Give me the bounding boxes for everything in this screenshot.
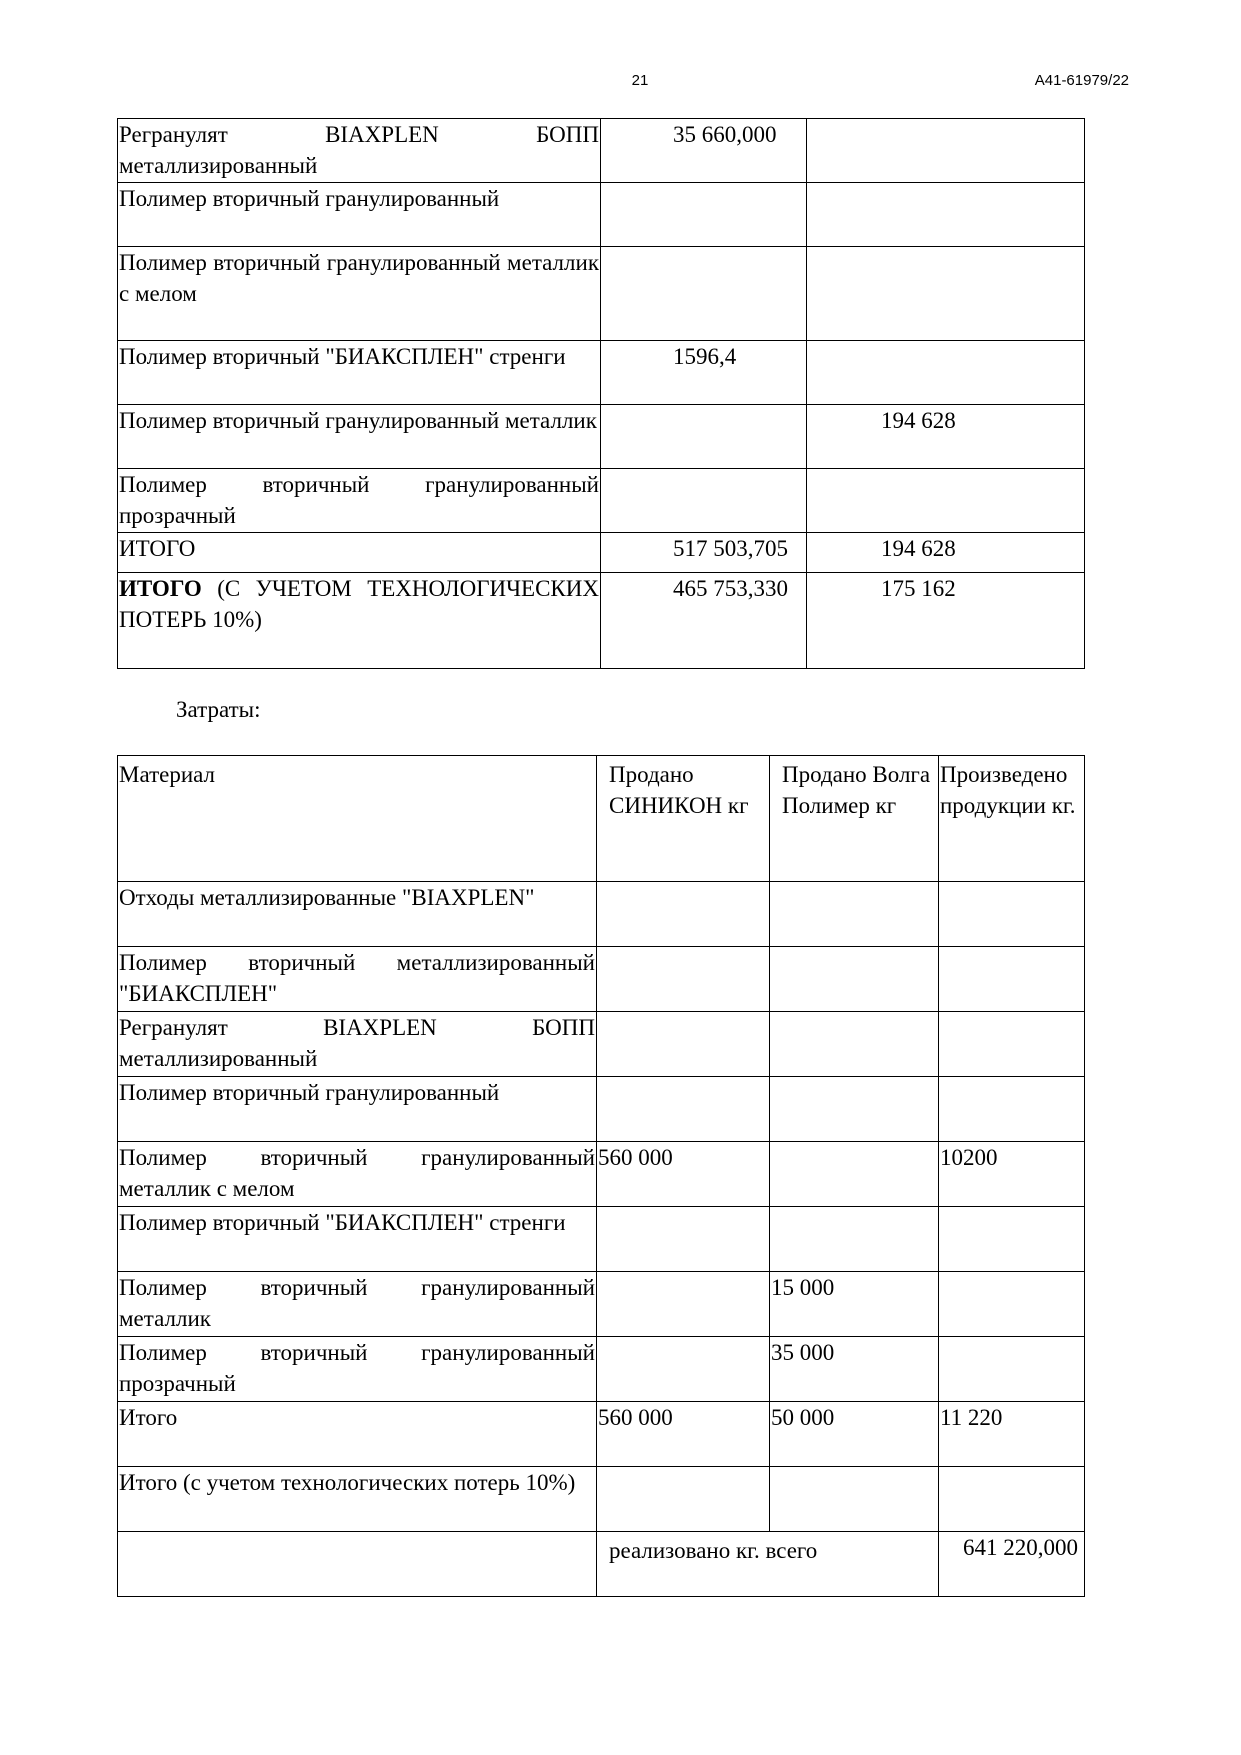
value-cell: 1596,4	[601, 341, 807, 405]
value-cell	[939, 1272, 1085, 1337]
total-label: ИТОГО	[118, 533, 601, 573]
table-row	[118, 1337, 1085, 1402]
value-cell	[939, 1207, 1085, 1272]
table-row	[118, 1402, 1085, 1467]
material-name: Регранулят BIAXPLEN БОПП металлизированный	[118, 1012, 597, 1077]
value-cell	[770, 1012, 939, 1077]
value-cell	[770, 1142, 939, 1207]
value-cell	[597, 1272, 770, 1337]
value-cell	[601, 183, 807, 247]
material-name: Полимер вторичный гранулированный металлик с мелом	[118, 1142, 597, 1207]
value-cell: 10200	[939, 1142, 1085, 1207]
value-cell	[939, 1012, 1085, 1077]
value-cell: 11 220	[939, 1402, 1085, 1467]
material-name: Регранулят BIAXPLEN БОПП металлизированный	[118, 119, 601, 183]
header-row	[118, 756, 1085, 882]
table-row	[118, 1272, 1085, 1337]
value-cell	[597, 1207, 770, 1272]
costs-table	[117, 755, 1085, 1597]
table-row	[118, 341, 1085, 405]
material-name: Полимер вторичный "БИАКСПЛЕН" стренги	[118, 341, 601, 405]
material-name: Полимер вторичный гранулированный прозрачный	[118, 469, 601, 533]
value-cell	[601, 469, 807, 533]
total-with-losses-label	[118, 573, 601, 669]
value-cell	[601, 247, 807, 341]
costs-label: Затраты:	[176, 697, 261, 722]
total-with-losses-row	[118, 573, 1085, 669]
total-label: Итого (с учетом технологических потерь 10%)	[118, 1467, 597, 1532]
table-row	[118, 882, 1085, 947]
value-cell	[770, 1077, 939, 1142]
total-label-rest: (С УЧЕТОМ ТЕХНОЛОГИЧЕСКИХ ПОТЕРЬ 10%)	[119, 576, 599, 632]
material-name: Полимер вторичный гранулированный металлик	[118, 405, 601, 469]
value-cell	[939, 1337, 1085, 1402]
material-name: Отходы металлизированные "BIAXPLEN"	[118, 882, 597, 947]
value-cell: 560 000	[597, 1402, 770, 1467]
value-cell	[939, 1077, 1085, 1142]
value-cell	[807, 119, 1085, 183]
column-header: Продано СИНИКОН кг	[597, 756, 770, 882]
material-name: Полимер вторичный гранулированный	[118, 183, 601, 247]
table-row	[118, 247, 1085, 341]
table-row	[118, 1207, 1085, 1272]
value-cell: 465 753,330	[601, 573, 807, 669]
value-cell	[807, 183, 1085, 247]
footer-row	[118, 1532, 1085, 1597]
table-row	[118, 469, 1085, 533]
material-name: Полимер вторичный "БИАКСПЛЕН" стренги	[118, 1207, 597, 1272]
value-cell	[597, 1077, 770, 1142]
value-cell: 50 000	[770, 1402, 939, 1467]
value-cell	[807, 341, 1085, 405]
material-name: Полимер вторичный гранулированный прозрачный	[118, 1337, 597, 1402]
column-header: Материал	[118, 756, 597, 882]
value-cell	[770, 1207, 939, 1272]
value-cell: 194 628	[807, 533, 1085, 573]
value-cell: 15 000	[770, 1272, 939, 1337]
value-cell	[939, 882, 1085, 947]
page-number: 21	[631, 72, 649, 89]
value-cell	[939, 1467, 1085, 1532]
empty-cell	[118, 1532, 597, 1597]
column-header: Произведено продукции кг.	[939, 756, 1085, 882]
case-number: А41-61979/22	[1034, 72, 1129, 89]
value-cell	[939, 947, 1085, 1012]
value-cell	[597, 1337, 770, 1402]
sold-total-value: 641 220,000	[939, 1532, 1085, 1597]
value-cell	[770, 882, 939, 947]
value-cell: 517 503,705	[601, 533, 807, 573]
material-name: Полимер вторичный гранулированный	[118, 1077, 597, 1142]
table-row	[118, 119, 1085, 183]
value-cell	[770, 1467, 939, 1532]
value-cell: 194 628	[807, 405, 1085, 469]
value-cell	[770, 947, 939, 1012]
table-row	[118, 1142, 1085, 1207]
material-name: Полимер вторичный гранулированный металлик с мелом	[118, 247, 601, 341]
column-header: Продано Волга Полимер кг	[770, 756, 939, 882]
table-row	[118, 405, 1085, 469]
value-cell	[597, 1012, 770, 1077]
value-cell	[807, 469, 1085, 533]
value-cell: 560 000	[597, 1142, 770, 1207]
total-label: Итого	[118, 1402, 597, 1467]
value-cell: 35 000	[770, 1337, 939, 1402]
table-row	[118, 1077, 1085, 1142]
material-name: Полимер вторичный металлизированный "БИАКСПЛЕН"	[118, 947, 597, 1012]
value-cell	[597, 947, 770, 1012]
table-row	[118, 1012, 1085, 1077]
value-cell	[601, 405, 807, 469]
sold-total-label: реализовано кг. всего	[597, 1532, 939, 1597]
value-cell: 35 660,000	[601, 119, 807, 183]
materials-table	[117, 118, 1085, 669]
value-cell	[597, 1467, 770, 1532]
total-bold-label: ИТОГО	[119, 576, 202, 601]
material-name: Полимер вторичный гранулированный металлик	[118, 1272, 597, 1337]
table-row	[118, 947, 1085, 1012]
value-cell	[597, 882, 770, 947]
table-row	[118, 183, 1085, 247]
value-cell	[807, 247, 1085, 341]
table-row	[118, 533, 1085, 573]
table-row	[118, 1467, 1085, 1532]
value-cell: 175 162	[807, 573, 1085, 669]
